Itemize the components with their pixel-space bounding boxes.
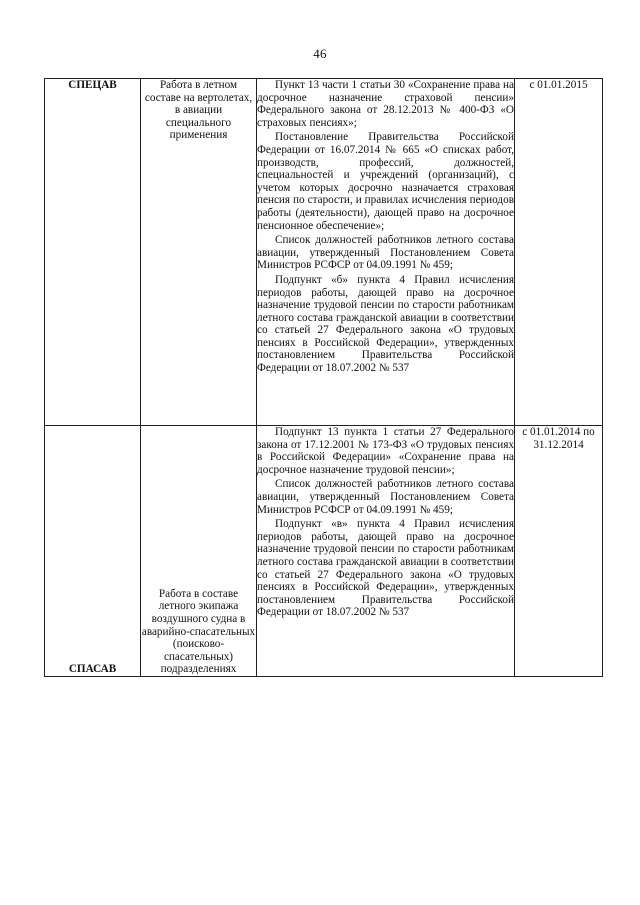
pension-codes-table: [44, 78, 603, 677]
legal-basis-cell: [257, 426, 515, 677]
legal-basis-cell: [257, 79, 515, 426]
legal-basis-paragraph: Постановление Правительства Российской Федерации от 16.07.2014 № 665 «О списках работ, производств, профессий, должностей, специальностей и учреждений (организаций), с учетом которых досрочно назначается страховая пенсия по старости, и правилах исчисления периодов работы (деятельности), дающей право на досрочное пенсионное обеспечение»;: [257, 131, 514, 232]
legal-basis-paragraph: Пункт 13 части 1 статьи 30 «Сохранение права на досрочное назначение страховой пенсии» Федерального закона от 28.12.2013 № 400-ФЗ «О страховых пенсиях»;: [257, 79, 514, 129]
legal-basis-paragraph: Подпункт «в» пункта 4 Правил исчисления периодов работы, дающей право на досрочное назначение трудовой пенсии по старости работникам летного состава гражданской авиации в соответствии со статьей 27 Федерального закона «О трудовых пенсиях в Российской Федерации», утвержденных постановлением Правительства Российской Федерации от 18.07.2002 № 537: [257, 518, 514, 619]
code-cell: СПЕЦАВ: [45, 79, 141, 426]
legal-basis-paragraph: Список должностей работников летного состава авиации, утвержденный Постановлением Совета Министров РСФСР от 04.09.1991 № 459;: [257, 478, 514, 516]
legal-basis-paragraph: Список должностей работников летного состава авиации, утвержденный Постановлением Совета Министров РСФСР от 04.09.1991 № 459;: [257, 234, 514, 272]
period-cell: с 01.01.2014 по 31.12.2014: [515, 426, 603, 677]
legal-basis-paragraph: Подпункт «б» пункта 4 Правил исчисления периодов работы, дающей право на досрочное назначение трудовой пенсии по старости работникам летного состава гражданской авиации в соответствии со статьей 27 Федерального закона «О трудовых пенсиях в Российской Федерации», утвержденных постановлением Правительства Российской Федерации от 18.07.2002 № 537: [257, 273, 514, 375]
page-number: 46: [313, 46, 327, 61]
code-cell: СПАСАВ: [45, 426, 141, 677]
period-cell: с 01.01.2015: [515, 79, 603, 426]
legal-basis-paragraph: Подпункт 13 пункта 1 статьи 27 Федерального закона от 17.12.2001 № 173-ФЗ «О трудовых пенсиях в Российской Федерации» «Сохранение права на досрочное назначение трудовой пенсии»;: [257, 426, 514, 476]
table-row: [45, 79, 603, 426]
job-description-cell: Работа в летном составе на вертолетах, в авиации специального применения: [141, 79, 257, 426]
job-description-cell: Работа в составе летного экипажа воздушного судна в аварийно-спасательных (поисково-спасательных) подразделениях: [141, 426, 257, 677]
table-row: [45, 426, 603, 677]
